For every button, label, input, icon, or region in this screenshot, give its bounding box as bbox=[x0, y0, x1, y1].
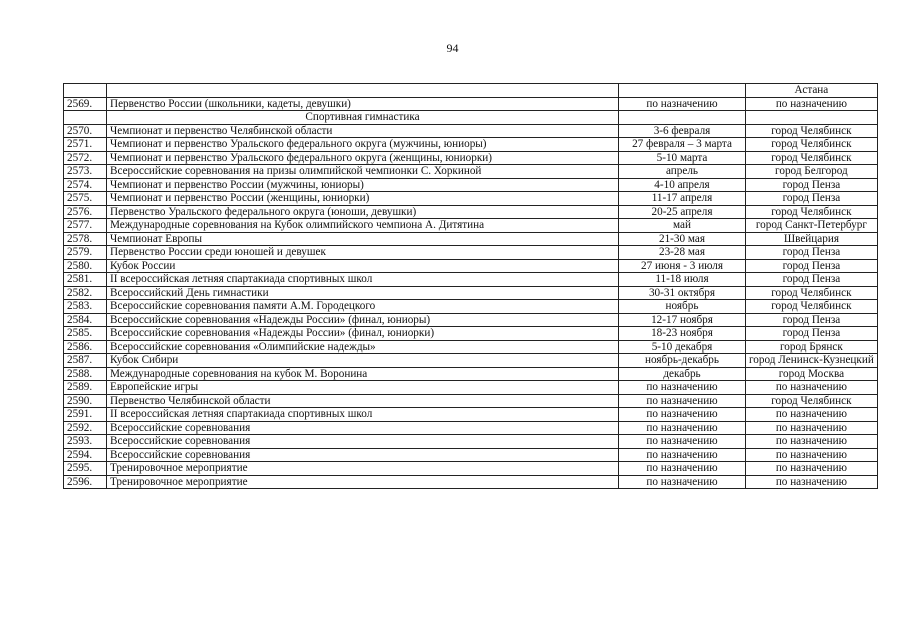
table-row bbox=[64, 151, 878, 165]
event-place: город Челябинск bbox=[746, 394, 878, 408]
event-place: город Пенза bbox=[746, 327, 878, 341]
table-row bbox=[64, 327, 878, 341]
event-place: по назначению bbox=[746, 448, 878, 462]
table-row bbox=[64, 219, 878, 233]
row-number: 2570. bbox=[64, 124, 107, 138]
event-name: Чемпионат Европы bbox=[107, 232, 619, 246]
table-row bbox=[64, 124, 878, 138]
event-place: город Челябинск bbox=[746, 286, 878, 300]
event-date: 3-6 февраля bbox=[619, 124, 746, 138]
event-name: Всероссийские соревнования bbox=[107, 421, 619, 435]
section-number-cell bbox=[64, 111, 107, 125]
event-place: город Брянск bbox=[746, 340, 878, 354]
event-name: Всероссийские соревнования «Олимпийские надежды» bbox=[107, 340, 619, 354]
table-row bbox=[64, 232, 878, 246]
event-name: Всероссийские соревнования «Надежды России» (финал, юниоры) bbox=[107, 313, 619, 327]
event-place: город Пенза bbox=[746, 259, 878, 273]
row-number bbox=[64, 84, 107, 98]
event-name: Всероссийские соревнования памяти А.М. Городецкого bbox=[107, 300, 619, 314]
event-name: Кубок России bbox=[107, 259, 619, 273]
event-name: Всероссийские соревнования bbox=[107, 435, 619, 449]
event-place: город Челябинск bbox=[746, 138, 878, 152]
event-name: Всероссийские соревнования bbox=[107, 448, 619, 462]
table-row bbox=[64, 313, 878, 327]
row-number: 2571. bbox=[64, 138, 107, 152]
row-number: 2589. bbox=[64, 381, 107, 395]
row-number: 2588. bbox=[64, 367, 107, 381]
event-date: по назначению bbox=[619, 475, 746, 489]
row-number: 2581. bbox=[64, 273, 107, 287]
event-name: Всероссийские соревнования «Надежды России» (финал, юниорки) bbox=[107, 327, 619, 341]
event-place: город Челябинск bbox=[746, 124, 878, 138]
table-row bbox=[64, 354, 878, 368]
event-date: 21-30 мая bbox=[619, 232, 746, 246]
table-row bbox=[64, 394, 878, 408]
row-number: 2573. bbox=[64, 165, 107, 179]
table-row bbox=[64, 286, 878, 300]
row-number: 2582. bbox=[64, 286, 107, 300]
table-row bbox=[64, 381, 878, 395]
event-name: Тренировочное мероприятие bbox=[107, 462, 619, 476]
row-number: 2586. bbox=[64, 340, 107, 354]
event-place: город Челябинск bbox=[746, 300, 878, 314]
table-row bbox=[64, 462, 878, 476]
event-date: апрель bbox=[619, 165, 746, 179]
event-name: Первенство Челябинской области bbox=[107, 394, 619, 408]
events-table-body bbox=[64, 84, 878, 489]
row-number: 2594. bbox=[64, 448, 107, 462]
row-number: 2584. bbox=[64, 313, 107, 327]
event-place: город Пенза bbox=[746, 273, 878, 287]
row-number: 2595. bbox=[64, 462, 107, 476]
event-place: Астана bbox=[746, 84, 878, 98]
event-name: Всероссийские соревнования на призы олимпийской чемпионки С. Хоркиной bbox=[107, 165, 619, 179]
event-place: город Пенза bbox=[746, 313, 878, 327]
event-place: город Пенза bbox=[746, 192, 878, 206]
event-date: по назначению bbox=[619, 448, 746, 462]
event-name: Кубок Сибири bbox=[107, 354, 619, 368]
row-number: 2592. bbox=[64, 421, 107, 435]
table-row bbox=[64, 246, 878, 260]
table-row bbox=[64, 178, 878, 192]
table-row-continued bbox=[64, 84, 878, 98]
event-place: город Пенза bbox=[746, 178, 878, 192]
row-number: 2583. bbox=[64, 300, 107, 314]
row-number: 2576. bbox=[64, 205, 107, 219]
row-number: 2587. bbox=[64, 354, 107, 368]
event-date: по назначению bbox=[619, 394, 746, 408]
table-row bbox=[64, 273, 878, 287]
section-title: Спортивная гимнастика bbox=[107, 111, 619, 125]
row-number: 2591. bbox=[64, 408, 107, 422]
event-place: по назначению bbox=[746, 421, 878, 435]
section-header-row bbox=[64, 111, 878, 125]
row-number: 2574. bbox=[64, 178, 107, 192]
event-date: 5-10 марта bbox=[619, 151, 746, 165]
table-row bbox=[64, 138, 878, 152]
row-number: 2593. bbox=[64, 435, 107, 449]
row-number: 2596. bbox=[64, 475, 107, 489]
event-name: Чемпионат и первенство Челябинской области bbox=[107, 124, 619, 138]
event-place: город Москва bbox=[746, 367, 878, 381]
event-date: 23-28 мая bbox=[619, 246, 746, 260]
row-number: 2585. bbox=[64, 327, 107, 341]
table-row bbox=[64, 259, 878, 273]
events-table bbox=[63, 83, 878, 489]
table-row bbox=[64, 408, 878, 422]
event-name: Чемпионат и первенство Уральского федерального округа (женщины, юниорки) bbox=[107, 151, 619, 165]
event-place: по назначению bbox=[746, 435, 878, 449]
event-date: 5-10 декабря bbox=[619, 340, 746, 354]
event-name: Чемпионат и первенство России (мужчины, юниоры) bbox=[107, 178, 619, 192]
event-date: по назначению bbox=[619, 421, 746, 435]
event-name: II всероссийская летняя спартакиада спортивных школ bbox=[107, 408, 619, 422]
event-name: Первенство Уральского федерального округа (юноши, девушки) bbox=[107, 205, 619, 219]
table-row bbox=[64, 367, 878, 381]
event-date: ноябрь bbox=[619, 300, 746, 314]
event-place: город Белгород bbox=[746, 165, 878, 179]
row-number: 2572. bbox=[64, 151, 107, 165]
event-date: 18-23 ноября bbox=[619, 327, 746, 341]
event-name: Международные соревнования на Кубок олимпийского чемпиона А. Дитятина bbox=[107, 219, 619, 233]
event-name: Первенство России (школьники, кадеты, девушки) bbox=[107, 97, 619, 111]
row-number: 2569. bbox=[64, 97, 107, 111]
event-date: 4-10 апреля bbox=[619, 178, 746, 192]
event-place: город Челябинск bbox=[746, 205, 878, 219]
table-row bbox=[64, 421, 878, 435]
event-date: 11-18 июля bbox=[619, 273, 746, 287]
event-date: 12-17 ноября bbox=[619, 313, 746, 327]
table-row bbox=[64, 97, 878, 111]
table-row bbox=[64, 192, 878, 206]
section-date-cell bbox=[619, 111, 746, 125]
event-place: по назначению bbox=[746, 462, 878, 476]
event-name: Первенство России среди юношей и девушек bbox=[107, 246, 619, 260]
event-date: май bbox=[619, 219, 746, 233]
event-place: город Санкт-Петербург bbox=[746, 219, 878, 233]
event-place: Швейцария bbox=[746, 232, 878, 246]
row-number: 2575. bbox=[64, 192, 107, 206]
event-date: 11-17 апреля bbox=[619, 192, 746, 206]
event-date: по назначению bbox=[619, 408, 746, 422]
table-row bbox=[64, 165, 878, 179]
row-number: 2580. bbox=[64, 259, 107, 273]
row-number: 2578. bbox=[64, 232, 107, 246]
event-date: 20-25 апреля bbox=[619, 205, 746, 219]
event-place: по назначению bbox=[746, 408, 878, 422]
event-date bbox=[619, 84, 746, 98]
event-date: декабрь bbox=[619, 367, 746, 381]
table-row bbox=[64, 435, 878, 449]
event-place: по назначению bbox=[746, 97, 878, 111]
event-name: Тренировочное мероприятие bbox=[107, 475, 619, 489]
event-date: 27 февраля – 3 марта bbox=[619, 138, 746, 152]
event-name: Всероссийский День гимнастики bbox=[107, 286, 619, 300]
page-number: 94 bbox=[446, 41, 459, 55]
event-place: по назначению bbox=[746, 475, 878, 489]
event-name: Европейские игры bbox=[107, 381, 619, 395]
event-date: по назначению bbox=[619, 381, 746, 395]
event-name: II всероссийская летняя спартакиада спортивных школ bbox=[107, 273, 619, 287]
event-place: город Челябинск bbox=[746, 151, 878, 165]
event-place: город Пенза bbox=[746, 246, 878, 260]
event-name: Чемпионат и первенство России (женщины, юниорки) bbox=[107, 192, 619, 206]
table-row bbox=[64, 300, 878, 314]
row-number: 2590. bbox=[64, 394, 107, 408]
table-row bbox=[64, 448, 878, 462]
event-name bbox=[107, 84, 619, 98]
table-row bbox=[64, 205, 878, 219]
section-place-cell bbox=[746, 111, 878, 125]
event-place: по назначению bbox=[746, 381, 878, 395]
row-number: 2579. bbox=[64, 246, 107, 260]
event-date: 30-31 октября bbox=[619, 286, 746, 300]
event-date: ноябрь-декабрь bbox=[619, 354, 746, 368]
event-date: по назначению bbox=[619, 97, 746, 111]
table-row bbox=[64, 475, 878, 489]
table-row bbox=[64, 340, 878, 354]
event-date: по назначению bbox=[619, 462, 746, 476]
row-number: 2577. bbox=[64, 219, 107, 233]
event-name: Чемпионат и первенство Уральского федерального округа (мужчины, юниоры) bbox=[107, 138, 619, 152]
event-date: по назначению bbox=[619, 435, 746, 449]
event-name: Международные соревнования на кубок М. Воронина bbox=[107, 367, 619, 381]
event-place: город Ленинск-Кузнецкий bbox=[746, 354, 878, 368]
event-date: 27 июня - 3 июля bbox=[619, 259, 746, 273]
